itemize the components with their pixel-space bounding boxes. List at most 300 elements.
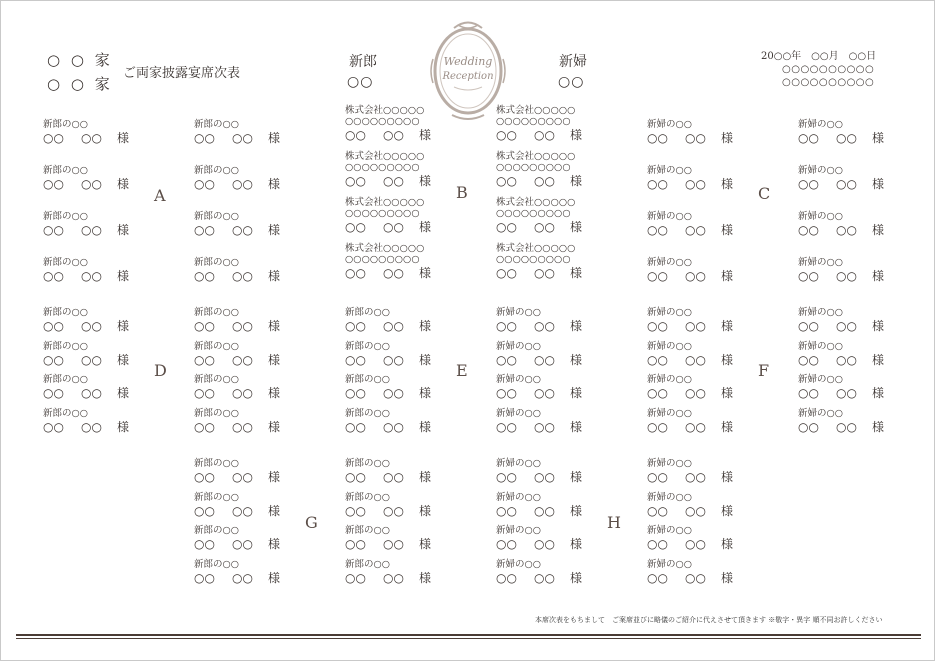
guest-family-name: ○○ (43, 131, 64, 145)
guest-entry (194, 525, 344, 553)
guest-company-name: 株式会社○○○○○ (345, 243, 425, 254)
guest-name (43, 352, 193, 369)
guest-family-name: ○○ (194, 223, 215, 237)
guest-honorific: 様 (570, 353, 583, 367)
guest-honorific: 様 (419, 504, 432, 518)
guest-honorific: 様 (419, 537, 432, 551)
guest-given-name: ○○ (383, 128, 404, 142)
guest-family-name: ○○ (496, 319, 517, 333)
guest-entry (345, 243, 495, 282)
guest-name (194, 469, 344, 486)
guest-entry (43, 257, 193, 285)
guest-relation: 新婦の○○ (647, 525, 693, 536)
guest-entry (647, 559, 797, 587)
guest-honorific: 様 (117, 420, 130, 434)
guest-relation: 新婦の○○ (798, 374, 844, 385)
guest-honorific: 様 (872, 269, 885, 283)
guest-family-name: ○○ (43, 319, 64, 333)
guest-name (345, 419, 495, 436)
guest-given-name: ○○ (685, 131, 706, 145)
guest-given-name: ○○ (232, 537, 253, 551)
guest-family-name: ○○ (798, 269, 819, 283)
guest-entry (647, 492, 797, 520)
guest-honorific: 様 (872, 353, 885, 367)
guest-family-name: ○○ (647, 269, 668, 283)
guest-given-name: ○○ (534, 420, 555, 434)
guest-honorific: 様 (721, 177, 734, 191)
guest-given-name: ○○ (534, 470, 555, 484)
guest-honorific: 様 (872, 319, 885, 333)
guest-given-name: ○○ (836, 353, 857, 367)
guest-family-name: ○○ (43, 269, 64, 283)
guest-company-dept: ○○○○○○○○○ (345, 208, 420, 219)
guest-relation: 新婦の○○ (647, 211, 693, 222)
guest-given-name: ○○ (383, 319, 404, 333)
guest-entry (647, 408, 797, 436)
footer-note: 本席次表をもちまして ご案席並びに略儀のご紹介に代えさせて頂きます ※敬字・異字 順不同お許しください (535, 616, 883, 624)
guest-honorific: 様 (117, 269, 130, 283)
guest-family-name: ○○ (647, 386, 668, 400)
venue-line-2: ○○○○○○○○○○ (782, 77, 875, 88)
guest-honorific: 様 (721, 319, 734, 333)
guest-name (43, 385, 193, 402)
guest-honorific: 様 (117, 353, 130, 367)
guest-honorific: 様 (570, 174, 583, 188)
guest-given-name: ○○ (81, 420, 102, 434)
guest-relation: 新郎の○○ (194, 307, 240, 318)
guest-name (43, 222, 193, 239)
guest-entry (194, 165, 344, 193)
guest-given-name: ○○ (232, 319, 253, 333)
guest-family-name: ○○ (647, 420, 668, 434)
guest-family-name: ○○ (798, 177, 819, 191)
venue-line-1: ○○○○○○○○○○ (782, 64, 875, 75)
guest-honorific: 様 (570, 220, 583, 234)
guest-entry (798, 374, 935, 402)
guest-name (496, 219, 646, 236)
guest-relation: 新郎の○○ (194, 374, 240, 385)
guest-name (345, 127, 495, 144)
guest-given-name: ○○ (81, 386, 102, 400)
guest-honorific: 様 (117, 177, 130, 191)
guest-name (496, 503, 646, 520)
guest-name (647, 419, 797, 436)
guest-name (194, 176, 344, 193)
guest-family-name: ○○ (496, 504, 517, 518)
guest-family-name: ○○ (194, 269, 215, 283)
guest-name (194, 318, 344, 335)
guest-relation: 新婦の○○ (798, 165, 844, 176)
guest-honorific: 様 (268, 571, 281, 585)
guest-entry (798, 119, 935, 147)
guest-family-name: ○○ (496, 537, 517, 551)
guest-relation: 新郎の○○ (345, 525, 391, 536)
guest-entry (496, 408, 646, 436)
table-letter-d: D (154, 361, 167, 380)
guest-family-name: ○○ (647, 504, 668, 518)
guest-company-dept: ○○○○○○○○○ (496, 116, 571, 127)
guest-entry (43, 119, 193, 147)
guest-name (798, 385, 935, 402)
guest-relation: 新郎の○○ (43, 257, 89, 268)
guest-name (647, 268, 797, 285)
guest-relation: 新婦の○○ (496, 525, 542, 536)
guest-family-name: ○○ (647, 537, 668, 551)
guest-name (345, 173, 495, 190)
guest-relation: 新婦の○○ (798, 341, 844, 352)
guest-family-name: ○○ (496, 353, 517, 367)
guest-given-name: ○○ (685, 177, 706, 191)
guest-name (798, 268, 935, 285)
guest-entry (496, 151, 646, 190)
guest-entry (194, 211, 344, 239)
guest-relation: 新郎の○○ (345, 374, 391, 385)
guest-honorific: 様 (268, 269, 281, 283)
guest-entry (496, 559, 646, 587)
guest-relation: 新郎の○○ (345, 341, 391, 352)
guest-honorific: 様 (419, 353, 432, 367)
guest-relation: 新婦の○○ (647, 458, 693, 469)
guest-relation: 新郎の○○ (194, 525, 240, 536)
guest-entry (345, 197, 495, 236)
table-letter-f: F (758, 361, 770, 380)
event-date: 20○○年 ○○月 ○○日 (761, 51, 877, 62)
guest-given-name: ○○ (534, 571, 555, 585)
guest-name (43, 130, 193, 147)
guest-given-name: ○○ (685, 223, 706, 237)
guest-given-name: ○○ (685, 353, 706, 367)
guest-given-name: ○○ (685, 386, 706, 400)
guest-given-name: ○○ (383, 420, 404, 434)
guest-entry (345, 307, 495, 335)
guest-entry (194, 408, 344, 436)
guest-entry (647, 307, 797, 335)
guest-family-name: ○○ (647, 470, 668, 484)
guest-honorific: 様 (721, 353, 734, 367)
guest-given-name: ○○ (685, 420, 706, 434)
guest-family-name: ○○ (194, 537, 215, 551)
guest-family-name: ○○ (345, 319, 366, 333)
guest-honorific: 様 (268, 177, 281, 191)
guest-honorific: 様 (419, 220, 432, 234)
guest-entry (647, 525, 797, 553)
guest-family-name: ○○ (345, 470, 366, 484)
guest-name (194, 536, 344, 553)
guest-relation: 新婦の○○ (798, 119, 844, 130)
guest-family-name: ○○ (345, 353, 366, 367)
guest-name (43, 268, 193, 285)
guest-family-name: ○○ (496, 220, 517, 234)
guest-honorific: 様 (570, 571, 583, 585)
guest-relation: 新婦の○○ (798, 408, 844, 419)
guest-honorific: 様 (721, 537, 734, 551)
guest-relation: 新郎の○○ (194, 119, 240, 130)
guest-given-name: ○○ (836, 386, 857, 400)
guest-relation: 新婦の○○ (496, 341, 542, 352)
guest-given-name: ○○ (232, 504, 253, 518)
guest-given-name: ○○ (232, 269, 253, 283)
guest-name (496, 173, 646, 190)
guest-honorific: 様 (570, 266, 583, 280)
guest-given-name: ○○ (534, 174, 555, 188)
guest-name (345, 318, 495, 335)
guest-name (345, 385, 495, 402)
guest-entry (798, 165, 935, 193)
guest-name (798, 419, 935, 436)
guest-given-name: ○○ (836, 420, 857, 434)
guest-name (647, 222, 797, 239)
guest-family-name: ○○ (798, 386, 819, 400)
guest-relation: 新郎の○○ (194, 492, 240, 503)
guest-given-name: ○○ (534, 319, 555, 333)
guest-given-name: ○○ (685, 269, 706, 283)
guest-honorific: 様 (570, 537, 583, 551)
guest-honorific: 様 (419, 174, 432, 188)
guest-honorific: 様 (721, 504, 734, 518)
guest-honorific: 様 (419, 470, 432, 484)
bride-label: 新婦 (559, 54, 587, 70)
groom-name: ○○ (347, 74, 374, 90)
guest-family-name: ○○ (647, 131, 668, 145)
guest-relation: 新郎の○○ (345, 307, 391, 318)
guest-family-name: ○○ (647, 319, 668, 333)
guest-relation: 新婦の○○ (647, 307, 693, 318)
guest-entry (496, 307, 646, 335)
guest-relation: 新婦の○○ (647, 492, 693, 503)
guest-entry (496, 197, 646, 236)
guest-name (496, 469, 646, 486)
guest-honorific: 様 (570, 128, 583, 142)
guest-family-name: ○○ (194, 353, 215, 367)
guest-family-name: ○○ (798, 353, 819, 367)
guest-honorific: 様 (419, 420, 432, 434)
guest-honorific: 様 (419, 386, 432, 400)
guest-entry (345, 492, 495, 520)
guest-given-name: ○○ (383, 470, 404, 484)
guest-relation: 新郎の○○ (194, 211, 240, 222)
guest-honorific: 様 (117, 131, 130, 145)
guest-name (194, 570, 344, 587)
guest-given-name: ○○ (232, 177, 253, 191)
guest-honorific: 様 (419, 128, 432, 142)
guest-given-name: ○○ (383, 174, 404, 188)
guest-family-name: ○○ (647, 223, 668, 237)
guest-relation: 新婦の○○ (647, 341, 693, 352)
guest-entry (647, 341, 797, 369)
guest-given-name: ○○ (534, 537, 555, 551)
guest-entry (43, 374, 193, 402)
guest-name (194, 222, 344, 239)
guest-family-name: ○○ (43, 177, 64, 191)
guest-relation: 新郎の○○ (43, 119, 89, 130)
guest-family-name: ○○ (345, 504, 366, 518)
guest-given-name: ○○ (232, 131, 253, 145)
guest-relation: 新婦の○○ (798, 307, 844, 318)
guest-honorific: 様 (570, 386, 583, 400)
guest-name (496, 385, 646, 402)
guest-given-name: ○○ (685, 319, 706, 333)
guest-relation: 新郎の○○ (43, 408, 89, 419)
guest-company-dept: ○○○○○○○○○ (496, 162, 571, 173)
guest-given-name: ○○ (836, 177, 857, 191)
guest-relation: 新婦の○○ (647, 257, 693, 268)
guest-honorific: 様 (268, 386, 281, 400)
guest-relation: 新郎の○○ (194, 408, 240, 419)
guest-given-name: ○○ (81, 269, 102, 283)
footer-rule-bottom (16, 638, 921, 639)
guest-honorific: 様 (268, 319, 281, 333)
guest-entry (345, 105, 495, 144)
guest-name (496, 419, 646, 436)
guest-name (798, 176, 935, 193)
guest-name (496, 352, 646, 369)
guest-name (496, 127, 646, 144)
guest-given-name: ○○ (534, 504, 555, 518)
guest-entry (496, 243, 646, 282)
guest-company-name: 株式会社○○○○○ (345, 197, 425, 208)
guest-name (496, 318, 646, 335)
guest-name (194, 503, 344, 520)
guest-entry (43, 307, 193, 335)
guest-family-name: ○○ (194, 319, 215, 333)
guest-relation: 新郎の○○ (43, 341, 89, 352)
guest-family-name: ○○ (496, 386, 517, 400)
guest-given-name: ○○ (836, 269, 857, 283)
guest-company-dept: ○○○○○○○○○ (345, 116, 420, 127)
guest-relation: 新婦の○○ (496, 559, 542, 570)
chart-title: ご両家披露宴席次表 (123, 66, 241, 81)
guest-name (345, 265, 495, 282)
guest-given-name: ○○ (81, 319, 102, 333)
guest-entry (345, 151, 495, 190)
guest-relation: 新婦の○○ (496, 492, 542, 503)
guest-name (194, 130, 344, 147)
guest-given-name: ○○ (534, 386, 555, 400)
table-letter-c: C (758, 184, 771, 203)
guest-family-name: ○○ (798, 319, 819, 333)
guest-relation: 新郎の○○ (43, 165, 89, 176)
guest-family-name: ○○ (647, 353, 668, 367)
guest-name (43, 176, 193, 193)
guest-honorific: 様 (117, 386, 130, 400)
guest-family-name: ○○ (496, 128, 517, 142)
footer-rule-top (16, 634, 921, 636)
guest-company-dept: ○○○○○○○○○ (345, 254, 420, 265)
guest-given-name: ○○ (232, 353, 253, 367)
guest-name (194, 419, 344, 436)
guest-company-name: 株式会社○○○○○ (345, 105, 425, 116)
guest-name (647, 385, 797, 402)
table-letter-g: G (305, 513, 318, 532)
guest-family-name: ○○ (43, 386, 64, 400)
guest-given-name: ○○ (383, 353, 404, 367)
guest-entry (798, 408, 935, 436)
guest-name (647, 318, 797, 335)
guest-family-name: ○○ (345, 128, 366, 142)
guest-honorific: 様 (721, 223, 734, 237)
guest-honorific: 様 (268, 131, 281, 145)
guest-given-name: ○○ (534, 266, 555, 280)
guest-relation: 新婦の○○ (647, 408, 693, 419)
guest-honorific: 様 (570, 420, 583, 434)
guest-honorific: 様 (268, 223, 281, 237)
guest-family-name: ○○ (345, 571, 366, 585)
guest-honorific: 様 (117, 319, 130, 333)
guest-given-name: ○○ (534, 128, 555, 142)
guest-family-name: ○○ (194, 571, 215, 585)
guest-name (345, 352, 495, 369)
guest-entry (43, 408, 193, 436)
guest-honorific: 様 (268, 420, 281, 434)
guest-entry (798, 307, 935, 335)
guest-family-name: ○○ (798, 223, 819, 237)
guest-entry (194, 374, 344, 402)
guest-given-name: ○○ (534, 220, 555, 234)
guest-family-name: ○○ (345, 386, 366, 400)
guest-entry (43, 341, 193, 369)
guest-entry (43, 211, 193, 239)
guest-entry (496, 458, 646, 486)
guest-honorific: 様 (721, 470, 734, 484)
guest-entry (43, 165, 193, 193)
guest-entry (496, 105, 646, 144)
table-letter-a: A (154, 186, 166, 205)
guest-relation: 新郎の○○ (43, 374, 89, 385)
guest-family-name: ○○ (194, 131, 215, 145)
guest-given-name: ○○ (685, 537, 706, 551)
guest-family-name: ○○ (647, 177, 668, 191)
guest-honorific: 様 (872, 386, 885, 400)
guest-family-name: ○○ (647, 571, 668, 585)
guest-name (647, 570, 797, 587)
guest-entry (194, 257, 344, 285)
guest-name (43, 419, 193, 436)
guest-relation: 新郎の○○ (194, 165, 240, 176)
guest-family-name: ○○ (194, 386, 215, 400)
guest-given-name: ○○ (232, 470, 253, 484)
emblem-text-reception: Reception (442, 71, 494, 82)
guest-honorific: 様 (721, 386, 734, 400)
guest-entry (647, 257, 797, 285)
guest-entry (798, 341, 935, 369)
guest-honorific: 様 (872, 177, 885, 191)
guest-entry (345, 559, 495, 587)
guest-given-name: ○○ (685, 470, 706, 484)
guest-given-name: ○○ (836, 223, 857, 237)
guest-relation: 新婦の○○ (798, 211, 844, 222)
guest-entry (194, 559, 344, 587)
guest-relation: 新郎の○○ (194, 458, 240, 469)
emblem-text-wedding: Wedding (443, 55, 493, 68)
guest-family-name: ○○ (43, 223, 64, 237)
guest-family-name: ○○ (798, 131, 819, 145)
guest-entry (345, 525, 495, 553)
guest-entry (194, 307, 344, 335)
guest-given-name: ○○ (534, 353, 555, 367)
guest-family-name: ○○ (43, 353, 64, 367)
table-letter-e: E (456, 361, 468, 380)
guest-relation: 新郎の○○ (194, 257, 240, 268)
guest-family-name: ○○ (496, 420, 517, 434)
guest-relation: 新婦の○○ (647, 559, 693, 570)
guest-name (798, 318, 935, 335)
guest-relation: 新婦の○○ (496, 307, 542, 318)
guest-family-name: ○○ (194, 504, 215, 518)
guest-entry (798, 257, 935, 285)
guest-given-name: ○○ (383, 220, 404, 234)
guest-name (345, 570, 495, 587)
guest-name (647, 536, 797, 553)
